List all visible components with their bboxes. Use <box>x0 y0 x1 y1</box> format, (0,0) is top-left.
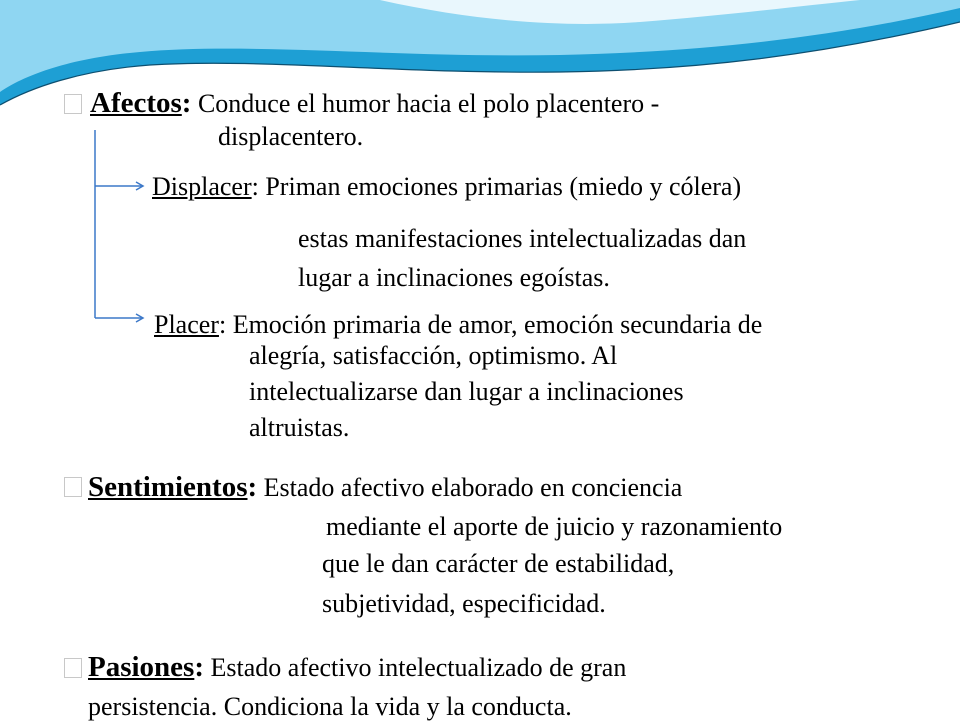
afectos-text-1: Conduce el humor hacia el polo placentero - <box>197 89 660 118</box>
bullet-icon-pasiones <box>64 658 82 678</box>
pasiones-colon: : <box>194 651 205 683</box>
pasiones-line-2: persistencia. Condiciona la vida y la conducta. <box>88 692 572 721</box>
afectos-line-2: displacentero. <box>218 122 364 151</box>
afectos-line-1 <box>90 88 659 119</box>
displacer-line-2: estas manifestaciones intelectualizadas dan <box>298 224 747 253</box>
placer-line-1 <box>154 310 762 340</box>
displacer-line-1 <box>152 172 741 202</box>
arrowhead-displacer <box>136 182 143 190</box>
displacer-term: Displacer <box>152 172 252 201</box>
sentimientos-line-3: que le dan carácter de estabilidad, <box>322 549 675 578</box>
pasiones-line-1 <box>88 652 626 683</box>
pasiones-heading: Pasiones <box>88 651 195 683</box>
arrowhead-placer <box>136 314 143 322</box>
placer-line-3: intelectualizarse dan lugar a inclinaciones <box>249 377 684 406</box>
placer-line-2: alegría, satisfacción, optimismo. Al <box>249 341 618 370</box>
sentimientos-line-2: mediante el aporte de juicio y razonamiento <box>326 512 783 541</box>
placer-text-1: : Emoción primaria de amor, emoción secundaria de <box>218 310 763 339</box>
placer-line-4: altruistas. <box>249 413 350 442</box>
sentimientos-line-4: subjetividad, especificidad. <box>322 589 606 618</box>
placer-term: Placer <box>154 310 219 339</box>
bullet-icon-afectos <box>64 94 82 114</box>
sentimientos-line-1 <box>88 472 682 503</box>
sentimientos-text-1: Estado afectivo elaborado en conciencia <box>263 473 683 502</box>
pasiones-text-1: Estado afectivo intelectualizado de gran <box>210 653 627 682</box>
sentimientos-heading: Sentimientos <box>88 471 248 503</box>
sentimientos-colon: : <box>247 471 258 503</box>
bullet-icon-sentimientos <box>64 477 82 497</box>
afectos-heading: Afectos <box>90 87 182 119</box>
displacer-line-3: lugar a inclinaciones egoístas. <box>298 263 610 292</box>
afectos-colon: : <box>181 87 192 119</box>
displacer-text-1: : Priman emociones primarias (miedo y cólera) <box>251 172 742 201</box>
